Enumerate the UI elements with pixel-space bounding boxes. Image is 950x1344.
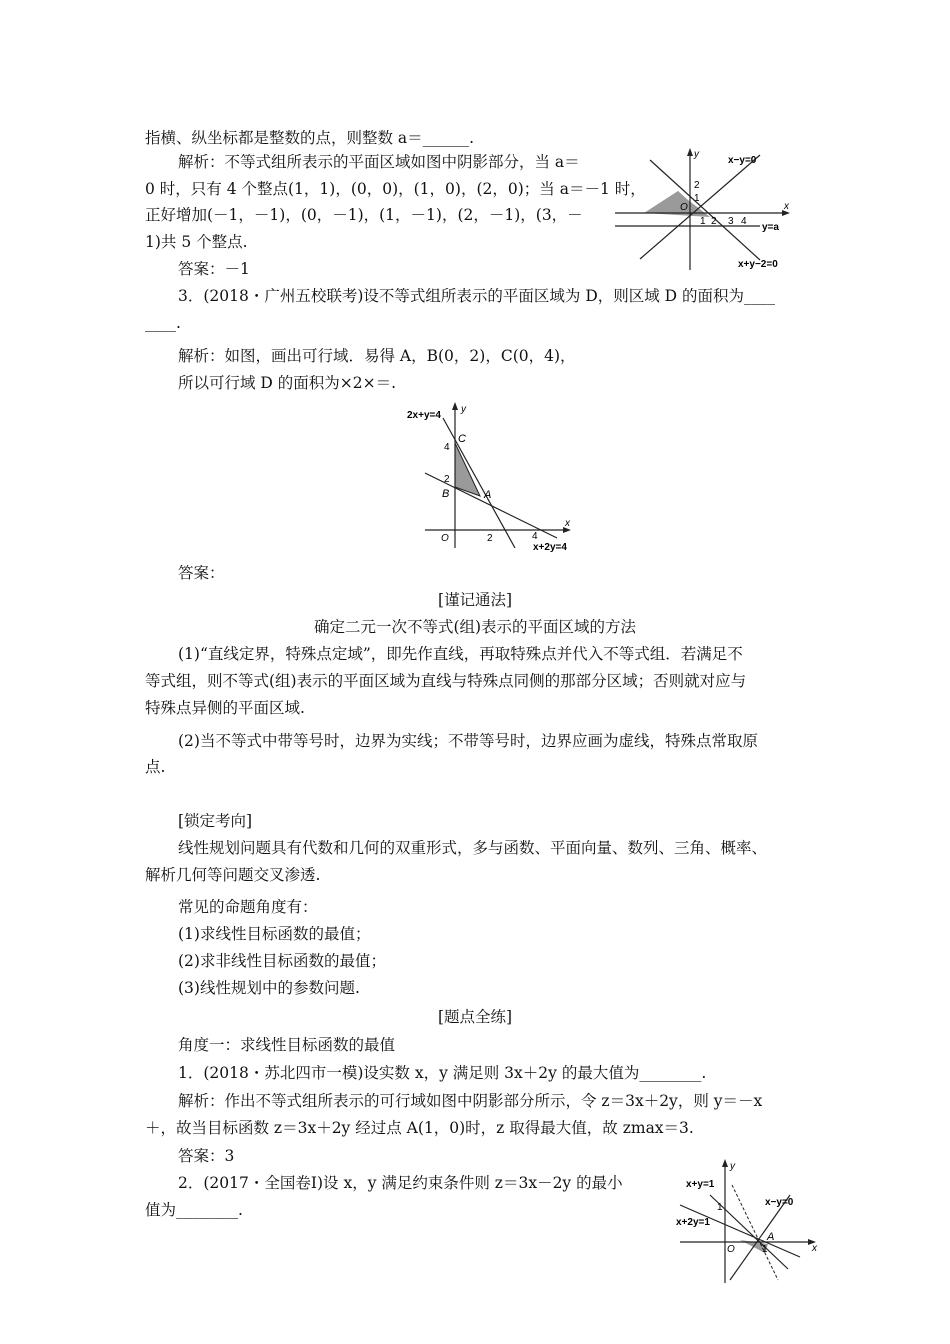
text-line: 点. [145,758,166,776]
section-heading: [题点全练] [437,1008,513,1026]
text-line: 线性规划问题具有代数和几何的双重形式，多与函数、平面向量、数列、三角、概率、 [178,839,768,857]
point-label-a: A [767,1231,775,1243]
text-line: 答案： [178,564,225,582]
text-line: ＋，故当目标函数 z＝3x＋2y 经过点 A(1，0)时，z 取得最大值，故 zmax＝3. [145,1119,694,1137]
line-label: y=a [762,222,779,233]
tick-label: 1 [694,193,700,204]
line-label: x−y=0 [765,1197,794,1208]
figure-region-d [405,398,585,558]
figure-region-a [610,145,800,275]
text-line: 1)共 5 个整点. [145,233,248,251]
line-label: 2x+y=4 [407,410,441,421]
tick-label: 4 [444,442,450,453]
y-axis-arrow [722,1159,728,1167]
text-line: 3．(2018・广州五校联考)设不等式组所表示的平面区域为 D，则区域 D 的面积为____ [178,287,776,305]
tick-label: 3 [728,216,734,227]
text-line: 正好增加(－1，－1)，(0，－1)，(1，－1)，(2，－1)，(3，－ [145,206,583,224]
origin-label: O [727,1244,735,1255]
shaded-region-d [455,443,480,496]
line-label: x−y=0 [728,155,757,166]
text-line: 角度一：求线性目标函数的最值 [178,1036,396,1054]
text-line: (3)线性规划中的参数问题. [178,979,360,997]
origin-label: O [680,202,688,213]
text-line: (2)当不等式中带等号时，边界为实线；不带等号时，边界应画为虚线，特殊点常取原 [178,732,758,750]
axis-label-y: y [730,1161,735,1172]
line-x-plus-2y-1 [680,1205,800,1257]
point-label-b: B [442,488,450,500]
line-label: x+y−2=0 [738,259,778,270]
line-label: x+y=1 [686,1179,715,1190]
section-heading: [锁定考向] [178,812,253,830]
text-line: 所以可行域 D 的面积为×2×＝. [178,374,397,392]
text-line: (1)求线性目标函数的最值； [178,925,371,943]
text-line: ____. [145,314,181,332]
axis-label-y: y [694,149,699,160]
tick-label: 2 [444,474,450,485]
figure-constraint-region [670,1155,830,1290]
text-line: 2．(2017・全国卷Ⅰ)设 x，y 满足约束条件则 z＝3x－2y 的最小 [178,1174,623,1192]
text-line: 0 时，只有 4 个整点(1，1)，(0，0)，(1，0)，(2，0)；当 a＝－1 时， [145,180,646,198]
axis-label-x: x [784,201,789,212]
tick-label: 4 [741,216,747,227]
origin-label: O [441,533,449,544]
line-label: x+2y=1 [676,1217,710,1228]
text-line: 特殊点异侧的平面区域. [145,699,305,717]
text-line: (2)求非线性目标函数的最值； [178,952,386,970]
axis-label-x: x [565,518,570,529]
line-label: x+2y=4 [533,542,567,553]
text-line: (1)“直线定界，特殊点定域”，即先作直线，再取特殊点并代入不等式组．若满足不 [178,645,743,663]
text-line: 1．(2018・苏北四市一模)设实数 x，y 满足则 3x＋2y 的最大值为________. [178,1064,707,1082]
text-line: 解析：作出不等式组所表示的可行域如图中阴影部分所示，令 z＝3x＋2y，则 y＝－x [178,1092,763,1110]
point-label-a: A [484,489,492,501]
text-line: 解析：如图，画出可行域．易得 A，B(0，2)，C(0，4)， [178,347,576,365]
section-heading: [谨记通法] [437,591,513,609]
y-axis-arrow [452,402,458,410]
tick-label: 4 [532,531,538,542]
section-title: 确定二元一次不等式(组)表示的平面区域的方法 [313,618,637,636]
point-label-c: C [458,433,466,445]
tick-label: 1 [717,1202,723,1213]
text-line: 答案：－1 [178,260,250,278]
tick-label: 1 [762,1244,768,1255]
text-line: 指横、纵坐标都是整数的点，则整数 a＝______. [145,129,475,147]
text-line: 值为________. [145,1201,243,1219]
tick-label: 2 [694,180,700,191]
text-line: 解析几何等问题交叉渗透. [145,866,321,884]
text-line: 等式组，则不等式(组)表示的平面区域为直线与特殊点同侧的那部分区域；否则就对应与 [145,672,747,690]
text-line: 解析：不等式组所表示的平面区域如图中阴影部分，当 a＝ [178,153,580,171]
tick-label: 2 [487,533,493,544]
y-axis-arrow [687,148,693,156]
text-line: 常见的命题角度有： [178,898,318,916]
axis-label-y: y [461,404,466,415]
tick-label: 1 [700,216,706,227]
text-line: 答案：3 [178,1147,235,1165]
line-2x-plus-y-4 [443,418,515,548]
axis-label-x: x [812,1243,817,1254]
tick-label: 2 [711,216,717,227]
